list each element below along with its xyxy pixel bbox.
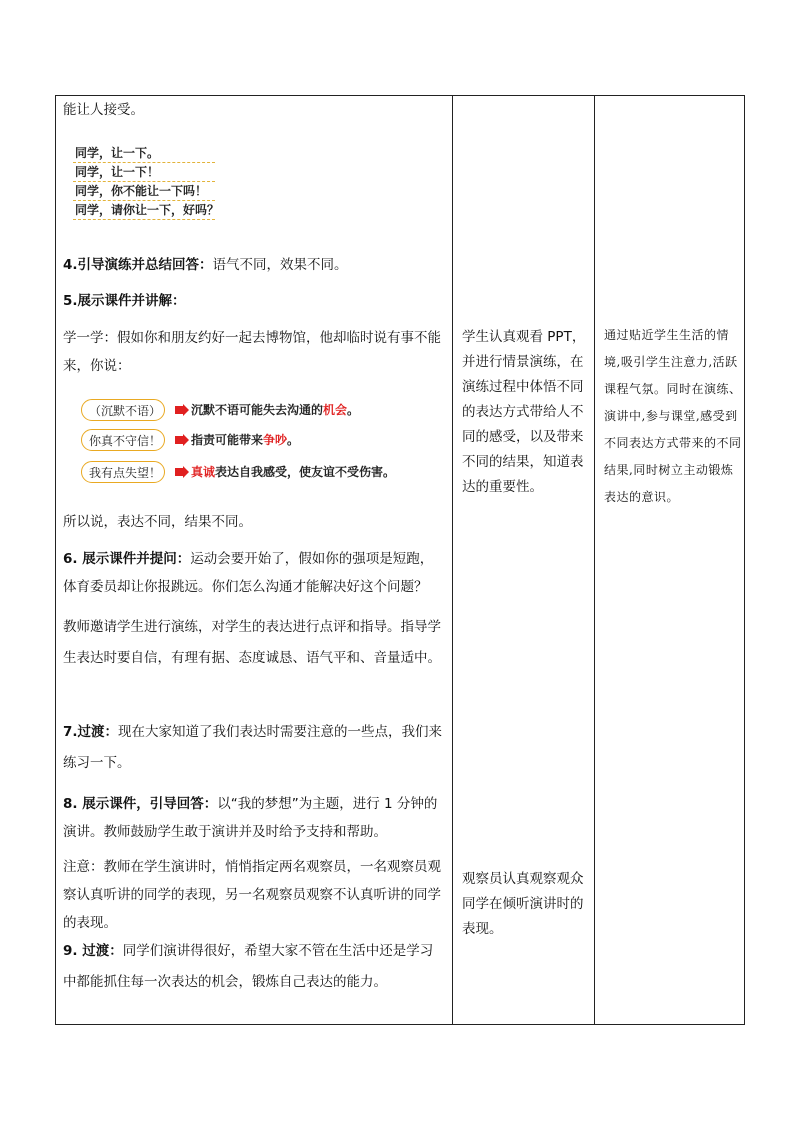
step-5 <box>63 287 446 315</box>
step-7-text: 现在大家知道了我们表达时需要注意的一些点，我们来练习一下。 <box>63 724 443 771</box>
arrow-right-icon <box>175 434 189 446</box>
step-9-label: 9. 过渡： <box>63 943 123 959</box>
step-9 <box>63 936 446 998</box>
design-intent: 通过贴近学生生活的情境,吸引学生注意力,活跃课程气氛。同时在演练、演讲中,参与课堂,感受到不同表达方式带来的不同结果,同时树立主动锻炼表达的意识。 <box>604 328 742 504</box>
step-6-label: 6. 展示课件并提问： <box>63 551 191 567</box>
step-7 <box>63 717 446 779</box>
student-activity-2: 观察员认真观察观众同学在倾听演讲时的表现。 <box>462 871 584 937</box>
step-4-text: 语气不同，效果不同。 <box>212 257 348 273</box>
learn-text: 学一学：假如你和朋友约好一起去博物馆，他却临时说有事不能来，你说： <box>63 330 441 374</box>
response-bubble: 你真不守信！ <box>81 429 165 451</box>
example-line: 同学，你不能让一下吗！ <box>75 184 208 198</box>
example-line: 同学，让一下。 <box>75 146 160 160</box>
example-line: 同学，请你让一下，好吗？ <box>75 203 220 217</box>
step-5-label: 5.展示课件并讲解： <box>63 293 186 309</box>
conclusion-text: 所以说，表达不同，结果不同。 <box>63 514 252 530</box>
response-consequence: 指责可能带来争吵。 <box>191 433 300 447</box>
intro-text: 能让人接受。 <box>63 102 144 118</box>
arrow-right-icon <box>175 466 189 478</box>
arrow-right-icon <box>175 404 189 416</box>
step-4-label: 4.引导演练并总结回答： <box>63 257 213 273</box>
step-6-text: 运动会要开始了，假如你的强项是短跑，体育委员却让你报跳远。你们怎么沟通才能解决好这个问题？ <box>63 551 434 595</box>
step-8-text: 以“我的梦想”为主题，进行 1 分钟的演讲。教师鼓励学生敢于演讲并及时给予支持和帮助。 <box>63 796 438 840</box>
step-6 <box>63 545 446 601</box>
response-consequence: 真诚表达自我感受，使友谊不受伤害。 <box>191 465 396 479</box>
step-9-text: 同学们演讲得很好，希望大家不管在生活中还是学习中都能抓住每一次表达的机会，锻炼自己表达的能力。 <box>63 943 434 990</box>
teacher-guidance-text: 教师邀请学生进行演练，对学生的表达进行点评和指导。指导学生表达时要自信，有理有据、态度诚恳、语气平和、音量适中。 <box>63 619 441 666</box>
example-line: 同学，让一下！ <box>75 165 160 179</box>
step-7-label: 7.过渡： <box>63 724 119 740</box>
step-4 <box>63 251 446 279</box>
response-consequence: 沉默不语可能失去沟通的机会。 <box>191 403 360 417</box>
student-activity-1: 学生认真观看 PPT，并进行情景演练，在演练过程中体悟不同的表达方式带给人不同的感受，以及带来不同的结果，知道表达的重要性。 <box>462 329 586 495</box>
column-divider-2 <box>594 96 595 1024</box>
lesson-table <box>55 95 745 1025</box>
response-bubble: （沉默不语） <box>81 399 165 421</box>
column-divider-1 <box>452 96 453 1024</box>
note-text: 注意：教师在学生演讲时，悄悄指定两名观察员，一名观察员观察认真听讲的同学的表现，另一名观察员观察不认真听讲的同学的表现。 <box>63 859 441 931</box>
example-underline <box>73 219 215 220</box>
step-8 <box>63 790 446 846</box>
response-bubble: 我有点失望！ <box>81 461 165 483</box>
step-8-label: 8. 展示课件，引导回答： <box>63 796 218 812</box>
